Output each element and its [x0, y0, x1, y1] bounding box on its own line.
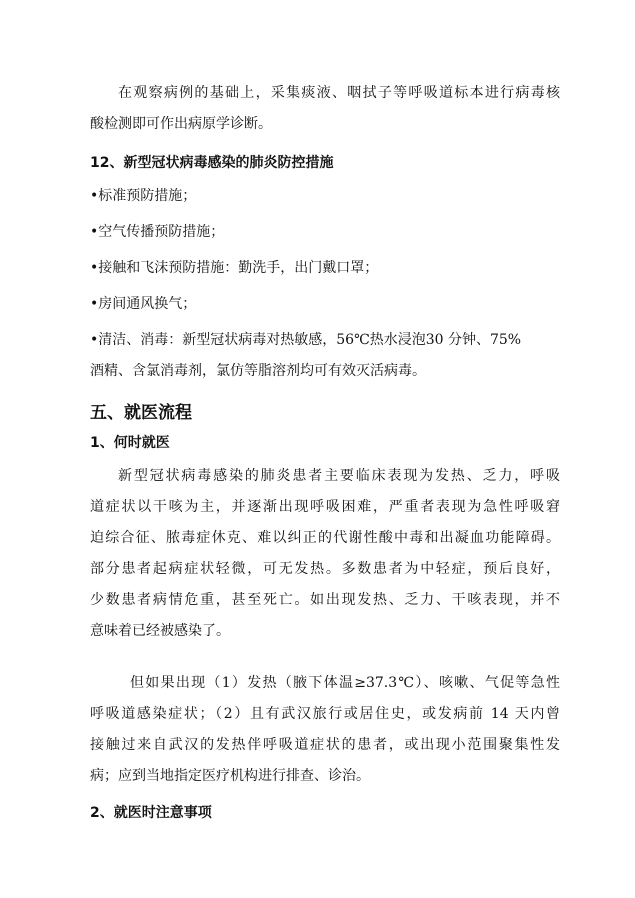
when-to-seek-care-paragraph-2	[90, 668, 560, 792]
list-item: •接触和飞沫预防措施：勤洗手，出门戴口罩；	[90, 260, 379, 276]
list-item: •标准预防措施；	[90, 188, 197, 204]
list-item: •空气传播预防措施；	[90, 224, 225, 240]
text-line: 少数患者病情危重，甚至死亡。如出现发热、乏力、干咳表现，并不	[90, 592, 560, 608]
text-line: 在观察病例的基础上，采集痰液、咽拭子等呼吸道标本进行病毒核	[118, 85, 560, 101]
text-line: 呼吸道感染症状；（2）且有武汉旅行或居住史，或发病前 14 天内曾	[90, 706, 560, 722]
measures-list	[90, 181, 560, 387]
list-item-continuation: 酒精、含氯消毒剂，氯仿等脂溶剂均可有效灭活病毒。	[90, 363, 426, 379]
list-item: •清洁、消毒：新型冠状病毒对热敏感，56℃热水浸泡30 分钟、75%	[90, 332, 522, 348]
text-line: 道症状以干咳为主，并逐渐出现呼吸困难，严重者表现为急性呼吸窘	[90, 499, 560, 515]
text-line: 迫综合征、脓毒症休克、难以纠正的代谢性酸中毒和出凝血功能障碍。	[90, 530, 560, 546]
chapter-heading: 五、就医流程	[90, 403, 192, 423]
text-line: 新型冠状病毒感染的肺炎患者主要临床表现为发热、乏力，呼吸	[118, 468, 560, 484]
subsection-heading-1: 1、何时就医	[90, 435, 170, 451]
intro-paragraph	[90, 78, 560, 140]
text-line: 但如果出现（1）发热（腋下体温≥37.3℃）、咳嗽、气促等急性	[130, 675, 560, 691]
list-item: •房间通风换气；	[90, 296, 197, 312]
text-line: 部分患者起病症状轻微，可无发热。多数患者为中轻症，预后良好，	[90, 561, 560, 577]
section-heading-12: 12、新型冠状病毒感染的肺炎防控措施	[90, 155, 334, 171]
text-line: 接触过来自武汉的发热伴呼吸道症状的患者，或出现小范围聚集性发	[90, 737, 560, 753]
subsection-heading-2: 2、就医时注意事项	[90, 805, 212, 821]
text-line: 意味着已经被感染了。	[90, 623, 230, 639]
when-to-seek-care-paragraph-1	[90, 461, 560, 647]
text-line: 酸检测即可作出病原学诊断。	[90, 116, 272, 132]
text-line: 病；应到当地指定医疗机构进行排查、诊治。	[90, 768, 370, 784]
